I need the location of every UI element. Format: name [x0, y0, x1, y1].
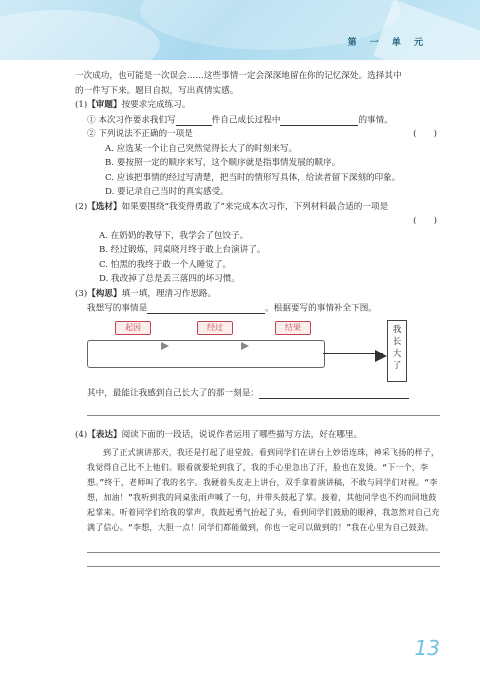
answer-parentheses[interactable]: ( )	[413, 216, 437, 226]
stage-label-process: 经过	[197, 321, 233, 335]
worksheet-content	[75, 71, 440, 567]
writing-line[interactable]	[87, 402, 440, 416]
question-3-topic-line: 我想写的事情是 。根据要写的事情补全下图。	[87, 303, 377, 314]
answer-blank[interactable]	[147, 303, 265, 314]
question-4-title: (4)【表达】阅读下面的一段话，说说作者运用了哪些描写方法，好在哪里。	[75, 430, 363, 440]
unit-title: 第 一 单 元	[347, 38, 428, 48]
question-3-title: (3)【构思】填一填，理清习作思路。	[75, 288, 217, 299]
option[interactable]: C. 怕黑的我终于敢一个人睡觉了。	[99, 259, 232, 270]
question-tag: 【构思】	[87, 288, 122, 299]
intro-line: 一次成功，也可能是一次误会……这些事情一定会深深地留在你的记忆深处。选择其中	[75, 71, 402, 81]
answer-blank[interactable]	[259, 388, 409, 399]
question-tag: 【表达】	[87, 430, 122, 440]
reading-passage: 到了正式演讲那天，我还是打起了退堂鼓。看到同学们在讲台上妙语连珠，神采飞扬的样子，我觉得自己比不上他们。眼看就要轮到我了，我的手心里急出了汗，脸也在发烫。“下一个，李想。”终于，老师叫了我的名字。我硬着头皮走上讲台，双手拿着演讲稿，不敢与同学们对视。“李想，加油！”我听到我的同桌张雨声喊了一句，并带头鼓起了掌。接着，其他同学也不约而同地鼓起掌来。听着同学们给我的掌声，我鼓起勇气抬起了头，看到同学们鼓励的眼神，我忽然对自己充满了信心。“李想，大胆一点！同学们都能做到，你也一定可以做到的！”我在心里为自己鼓劲。	[87, 447, 440, 532]
option[interactable]: B. 经过锻炼，同桌晓月终于敢上台演讲了。	[99, 245, 266, 255]
question-2-paren-row	[75, 216, 440, 231]
arrow-icon	[375, 350, 387, 362]
question-tag: 【审题】	[87, 100, 122, 110]
plot-diagram	[87, 320, 440, 384]
question-tag: 【选材】	[87, 201, 122, 212]
option[interactable]: A. 在奶奶的教导下，我学会了包饺子。	[99, 230, 249, 241]
header-band	[0, 0, 480, 60]
header-decoration	[373, 0, 480, 60]
option[interactable]: A. 应选某一个让自己突然觉得长大了的时刻来写。	[105, 143, 298, 154]
answer-blank[interactable]	[176, 115, 212, 126]
plot-arrow-box[interactable]	[87, 340, 325, 368]
stage-label-result: 结果	[275, 321, 311, 335]
grew-up-box: 我 长 大 了	[387, 320, 407, 382]
question-1-item-1: ① 本次习作要求我们写 件自己成长过程中 的事情。	[87, 114, 393, 125]
intro-line: 的一件写下来。题目自拟，写出真情实感。	[75, 85, 239, 96]
question-2-title: (2)【选材】如果要围绕“我变得勇敢了”来完成本次习作，下列材料最合适的一项是	[75, 201, 389, 212]
option[interactable]: D. 要记录自己当时的真实感受。	[105, 187, 229, 197]
question-1-item-2: ② 下列说法不正确的一项是 ( )	[87, 129, 437, 139]
question-3-moment-line: 其中，最能让我感到自己长大了的那一刻是：	[75, 388, 440, 403]
page-number: 13	[414, 636, 440, 660]
question-1-title: (1)【审题】按要求完成练习。	[75, 100, 191, 110]
option[interactable]: D. 我改掉了总是丢三落四的坏习惯。	[99, 274, 240, 284]
arrow-icon	[161, 342, 169, 350]
stage-label-cause: 起因	[115, 321, 151, 335]
arrow-icon	[241, 342, 249, 350]
writing-line[interactable]	[87, 539, 440, 553]
option[interactable]: B. 要按照一定的顺序来写，这个顺序就是指事情发展的顺序。	[105, 158, 341, 168]
answer-blank[interactable]	[280, 115, 358, 126]
connector-line	[323, 353, 383, 354]
writing-line[interactable]	[87, 553, 440, 567]
answer-parentheses[interactable]: ( )	[413, 129, 437, 139]
header-decoration	[0, 10, 160, 60]
option[interactable]: C. 应该把事情的经过写清楚，把当时的情形写具体，给读者留下深刻的印象。	[105, 172, 401, 183]
